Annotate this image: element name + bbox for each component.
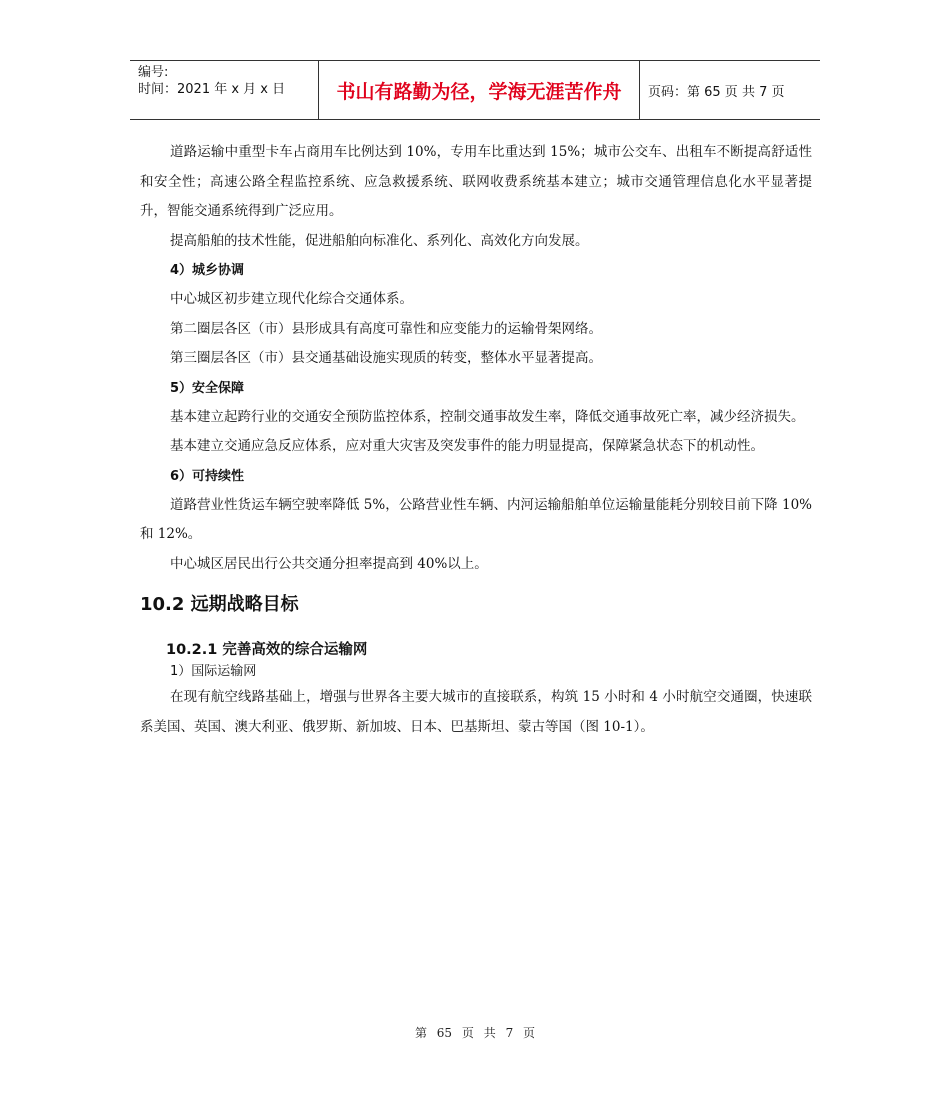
- header-number-label: 编号:: [138, 65, 169, 80]
- page-header: [130, 60, 820, 120]
- section-title: 10.2 远期战略目标: [140, 594, 299, 615]
- footer-di: 第: [414, 1026, 427, 1040]
- document-body: [140, 138, 812, 742]
- footer-gong: 共: [483, 1026, 496, 1040]
- subheading: 5）安全保障: [170, 380, 245, 396]
- list-label: 1）国际运输网: [170, 664, 257, 679]
- paragraph: 道路营业性货运车辆空驶率降低 5%，公路营业性车辆、内河运输船舶单位运输量能耗分别较目前下降 10%和 12%。: [140, 496, 812, 542]
- footer-total-pages: 7: [505, 1026, 514, 1040]
- page-footer: [0, 1024, 950, 1041]
- footer-ye: 页: [461, 1026, 474, 1040]
- subheading: 4）城乡协调: [170, 263, 245, 278]
- footer-page-number: 65: [436, 1026, 453, 1040]
- header-page-info: 页码：第 65 页 共 7 页: [648, 84, 785, 100]
- paragraph: 道路运输中重型卡车占商用车比例达到 10%，专用车比重达到 15%；城市公交车、出租车不断提高舒适性和安全性；高速公路全程监控系统、应急救援系统、联网收费系统基本建立；城市交通管理信息化水平显著提升，智能交通系统得到广泛应用。: [140, 144, 812, 219]
- paragraph: 基本建立起跨行业的交通安全预防监控体系，控制交通事故发生率，降低交通事故死亡率，减少经济损失。: [170, 408, 805, 425]
- paragraph: 第三圈层各区（市）县交通基础设施实现质的转变，整体水平显著提高。: [170, 350, 602, 366]
- paragraph: 第二圈层各区（市）县形成具有高度可靠性和应变能力的运输骨架网络。: [170, 320, 602, 337]
- paragraph: 中心城区初步建立现代化综合交通体系。: [170, 291, 413, 307]
- paragraph: 基本建立交通应急反应体系，应对重大灾害及突发事件的能力明显提高，保障紧急状态下的机动性。: [170, 438, 764, 454]
- header-time-label: 时间：2021 年 x 月 x 日: [138, 82, 286, 97]
- footer-ye2: 页: [523, 1026, 536, 1040]
- paragraph: 在现有航空线路基础上，增强与世界各主要大城市的直接联系，构筑 15 小时和 4 小时航空交通圈，快速联系美国、英国、澳大利亚、俄罗斯、新加坡、日本、巴基斯坦、蒙古等国（图 10-1）。: [140, 689, 812, 735]
- header-meta: [130, 61, 318, 119]
- subheading: 6）可持续性: [170, 468, 245, 484]
- subsection-title: 10.2.1 完善高效的综合运输网: [166, 642, 368, 658]
- header-motto: 书山有路勤为径，学海无涯苦作舟: [318, 61, 640, 119]
- paragraph: 中心城区居民出行公共交通分担率提高到 40%以上。: [170, 555, 488, 572]
- paragraph: 提高船舶的技术性能，促进船舶向标准化、系列化、高效化方向发展。: [170, 232, 589, 249]
